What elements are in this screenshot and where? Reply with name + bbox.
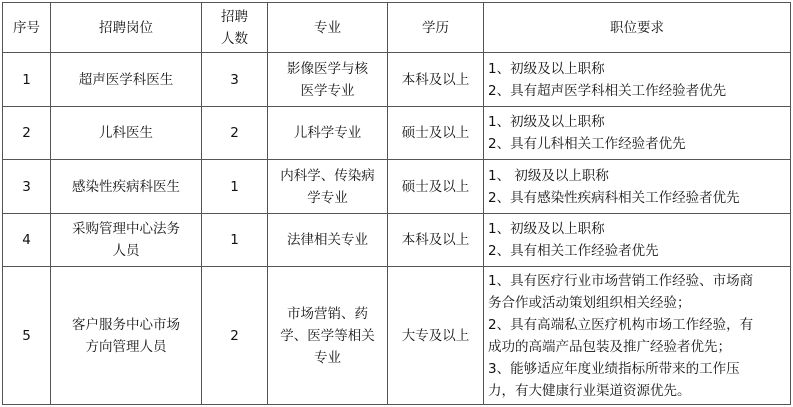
major-line: 学专业 (307, 189, 348, 206)
row-requirements (484, 160, 791, 214)
major-line: 学、医学等相关 (280, 327, 375, 344)
header-count-line: 招聘 (221, 8, 248, 25)
header-row (3, 3, 791, 53)
position-line: 人员 (112, 243, 140, 259)
row-index: 3 (3, 160, 51, 214)
row-count: 3 (202, 53, 268, 107)
header-count (202, 3, 268, 53)
header-education: 学历 (388, 3, 484, 53)
row-position (51, 53, 202, 107)
row-major (268, 214, 388, 267)
requirement-line: 2、具有相关工作经验者优先 (488, 243, 659, 259)
requirement-line: 1、初级及以上职称 (488, 221, 605, 237)
row-index: 1 (3, 53, 51, 107)
header-requirements: 职位要求 (484, 3, 791, 53)
requirement-line: 力，有大健康行业渠道资源优先。 (488, 382, 691, 399)
row-education: 硕士及以上 (388, 160, 484, 214)
requirement-line: 2、具有感染性疾病科相关工作经验者优先 (488, 189, 740, 206)
recruitment-table (2, 2, 791, 405)
major-line: 法律相关专业 (287, 232, 368, 248)
row-requirements (484, 214, 791, 267)
row-index: 2 (3, 107, 51, 160)
table-row (3, 53, 791, 107)
row-major (268, 160, 388, 214)
row-requirements (484, 107, 791, 160)
header-index: 序号 (3, 3, 51, 53)
position-line: 儿科医生 (99, 125, 153, 141)
header-major: 专业 (268, 3, 388, 53)
major-line: 影像医学与核 (287, 60, 368, 77)
row-major (268, 107, 388, 160)
position-line: 采购管理中心法务 (72, 221, 180, 237)
row-count: 2 (202, 107, 268, 160)
major-line: 市场营销、药 (287, 305, 368, 322)
position-line: 感染性疾病科医生 (72, 178, 180, 195)
table-row (3, 267, 791, 405)
row-education: 大专及以上 (388, 267, 484, 405)
table-row (3, 214, 791, 267)
row-count: 1 (202, 160, 268, 214)
requirement-line: 1、初级及以上职称 (488, 60, 605, 77)
row-index: 5 (3, 267, 51, 405)
requirement-line: 2、具有儿科相关工作经验者优先 (488, 136, 686, 152)
row-position (51, 107, 202, 160)
requirement-line: 2、具有高端私立医疗机构市场工作经验，有 (488, 316, 754, 333)
table-row (3, 107, 791, 160)
table-row (3, 160, 791, 214)
row-education: 硕士及以上 (388, 107, 484, 160)
row-education: 本科及以上 (388, 214, 484, 267)
header-count-line: 人数 (221, 30, 248, 47)
row-index: 4 (3, 214, 51, 267)
row-count: 1 (202, 214, 268, 267)
major-line: 专业 (314, 349, 341, 366)
position-line: 方向管理人员 (85, 338, 167, 355)
row-position (51, 214, 202, 267)
row-position (51, 267, 202, 405)
requirement-line: 1、具有医疗行业市场营销工作经验、市场商 (488, 272, 754, 289)
major-line: 内科学、传染病 (280, 167, 375, 184)
row-education: 本科及以上 (388, 53, 484, 107)
row-count: 2 (202, 267, 268, 405)
major-line: 儿科学专业 (293, 125, 362, 141)
requirement-line: 成功的高端产品包装及推广经验者优先； (488, 338, 731, 355)
requirement-line: 1、 初级及以上职称 (488, 167, 609, 184)
position-line: 超声医学科医生 (78, 71, 174, 88)
header-position: 招聘岗位 (51, 3, 202, 53)
requirement-line: 1、初级及以上职称 (488, 114, 605, 130)
row-major (268, 53, 388, 107)
requirement-line: 3、能够适应年度业绩指标所带来的工作压 (488, 360, 740, 377)
row-requirements (484, 53, 791, 107)
row-position (51, 160, 202, 214)
row-major (268, 267, 388, 405)
major-line: 医学专业 (300, 82, 355, 99)
row-requirements (484, 267, 791, 405)
requirement-line: 2、具有超声医学科相关工作经验者优先 (488, 82, 727, 99)
requirement-line: 务合作或活动策划组织相关经验； (488, 294, 691, 311)
position-line: 客户服务中心市场 (72, 316, 180, 333)
